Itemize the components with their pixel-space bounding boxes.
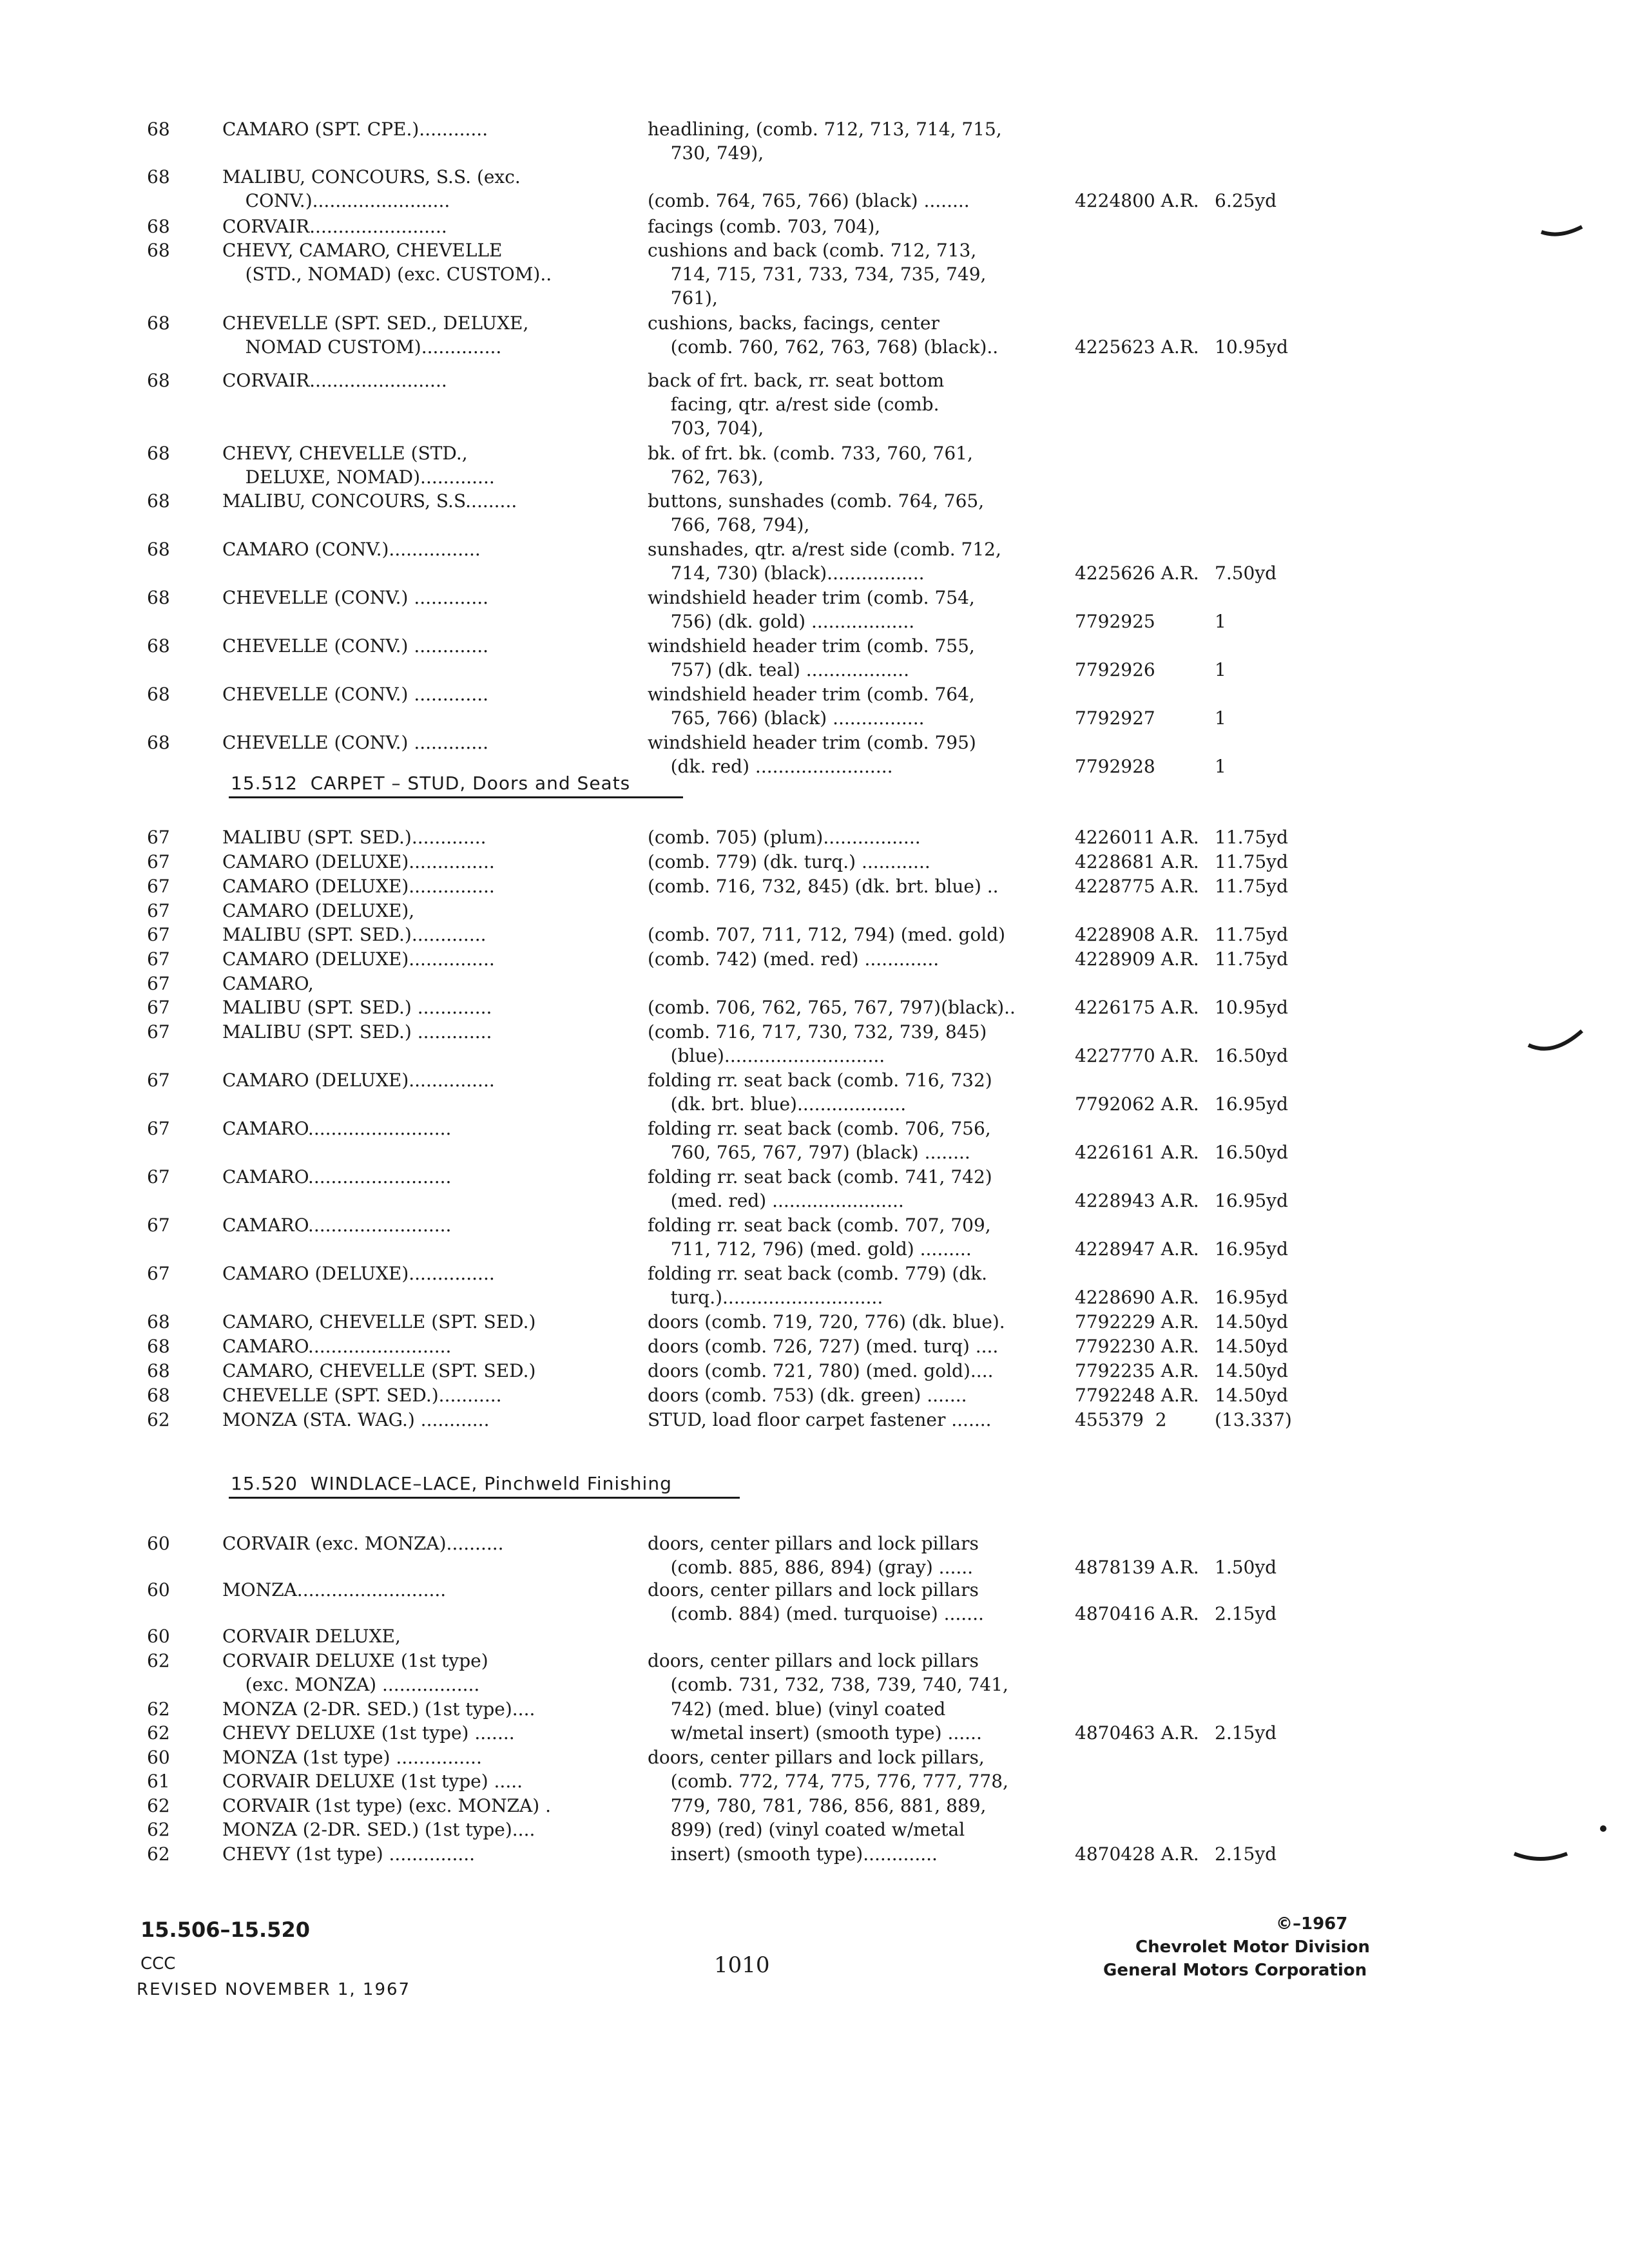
- description-line: (comb. 779) (dk. turq.) ............: [648, 851, 930, 872]
- model-line: CAMARO.........................: [222, 1215, 452, 1236]
- model-line: CHEVELLE (CONV.) .............: [222, 635, 489, 657]
- description-line: 730, 749),: [648, 142, 764, 164]
- description-line: (comb. 716, 717, 730, 732, 739, 845): [648, 1021, 987, 1043]
- section-heading: 15.520 WINDLACE–LACE, Pinchweld Finishing: [231, 1473, 672, 1494]
- part-number: 7792229 A.R.: [1075, 1311, 1199, 1332]
- model-line: CORVAIR DELUXE (1st type): [222, 1650, 488, 1671]
- model-line: CHEVY, CAMARO, CHEVELLE: [222, 240, 503, 261]
- footer-revised-date: REVISED NOVEMBER 1, 1967: [137, 1980, 411, 1999]
- model-year: 68: [147, 732, 170, 753]
- description-line: folding rr. seat back (comb. 706, 756,: [648, 1118, 991, 1139]
- description-line: (blue)............................: [648, 1045, 885, 1066]
- description-line: cushions and back (comb. 712, 713,: [648, 240, 977, 261]
- model-year: 68: [147, 119, 170, 140]
- model-line: MALIBU, CONCOURS, S.S.........: [222, 490, 517, 512]
- model-line: CAMARO,: [222, 973, 314, 994]
- description-line: (comb. 705) (plum).................: [648, 827, 921, 848]
- model-line: CAMARO, CHEVELLE (SPT. SED.): [222, 1311, 536, 1332]
- quantity: 14.50yd: [1215, 1336, 1288, 1357]
- model-line: CHEVELLE (SPT. SED., DELUXE,: [222, 312, 529, 334]
- section-heading-underline: [229, 796, 683, 798]
- part-number: 4870416 A.R.: [1075, 1603, 1199, 1624]
- quantity: 16.95yd: [1215, 1190, 1288, 1211]
- model-line: CHEVY DELUXE (1st type) .......: [222, 1722, 515, 1744]
- model-year: 68: [147, 443, 170, 464]
- model-year: 68: [147, 312, 170, 334]
- part-number: 7792235 A.R.: [1075, 1360, 1199, 1381]
- model-line: CONV.)........................: [222, 190, 450, 211]
- description-line: 714, 730) (black).................: [648, 562, 925, 584]
- model-year: 68: [147, 1336, 170, 1357]
- description-line: (comb. 764, 765, 766) (black) ........: [648, 190, 970, 211]
- model-year: 68: [147, 1360, 170, 1381]
- quantity: 2.15yd: [1215, 1603, 1277, 1624]
- description-line: facings (comb. 703, 704),: [648, 216, 881, 237]
- description-line: STUD, load floor carpet fastener .......: [648, 1409, 992, 1430]
- model-year: 60: [147, 1626, 170, 1647]
- description-line: folding rr. seat back (comb. 741, 742): [648, 1166, 992, 1187]
- quantity: 14.50yd: [1215, 1311, 1288, 1332]
- description-line: facing, qtr. a/rest side (comb.: [648, 394, 940, 415]
- part-number: 4870428 A.R.: [1075, 1843, 1199, 1865]
- model-line: CHEVY (1st type) ...............: [222, 1843, 476, 1865]
- model-year: 62: [147, 1843, 170, 1865]
- description-line: folding rr. seat back (comb. 779) (dk.: [648, 1263, 988, 1284]
- model-line: MONZA (2-DR. SED.) (1st type)....: [222, 1819, 535, 1840]
- part-number: 4228775 A.R.: [1075, 876, 1199, 897]
- model-line: CAMARO.........................: [222, 1166, 452, 1187]
- part-number: 4225626 A.R.: [1075, 562, 1199, 584]
- model-line: CAMARO (DELUXE)...............: [222, 1070, 495, 1091]
- quantity: 14.50yd: [1215, 1360, 1288, 1381]
- description-line: cushions, backs, facings, center: [648, 312, 940, 334]
- description-line: 711, 712, 796) (med. gold) .........: [648, 1238, 972, 1260]
- part-number: 4228908 A.R.: [1075, 924, 1199, 945]
- description-line: 756) (dk. gold) ..................: [648, 611, 915, 632]
- part-number: 7792062 A.R.: [1075, 1093, 1199, 1115]
- model-year: 62: [147, 1409, 170, 1430]
- description-line: windshield header trim (comb. 764,: [648, 684, 975, 705]
- description-line: 779, 780, 781, 786, 856, 881, 889,: [648, 1795, 987, 1816]
- quantity: 1: [1215, 756, 1226, 777]
- model-year: 62: [147, 1819, 170, 1840]
- model-year: 67: [147, 1215, 170, 1236]
- section-heading: 15.512 CARPET – STUD, Doors and Seats: [231, 773, 631, 794]
- model-year: 60: [147, 1579, 170, 1600]
- model-year: 67: [147, 1118, 170, 1139]
- model-line: (exc. MONZA) .................: [222, 1674, 480, 1695]
- part-number: 7792926: [1075, 659, 1155, 680]
- model-line: CAMARO (DELUXE)...............: [222, 1263, 495, 1284]
- description-line: doors (comb. 753) (dk. green) .......: [648, 1385, 967, 1406]
- model-line: MONZA (STA. WAG.) ............: [222, 1409, 490, 1430]
- model-year: 67: [147, 827, 170, 848]
- description-line: doors, center pillars and lock pillars: [648, 1650, 979, 1671]
- model-year: 67: [147, 876, 170, 897]
- description-line: doors (comb. 721, 780) (med. gold)....: [648, 1360, 994, 1381]
- model-year: 62: [147, 1650, 170, 1671]
- footer-copyright: ©–1967: [1276, 1914, 1348, 1934]
- model-line: CAMARO.........................: [222, 1118, 452, 1139]
- description-line: (med. red) .......................: [648, 1190, 904, 1211]
- model-line: MALIBU (SPT. SED.) .............: [222, 997, 492, 1018]
- model-line: CORVAIR (exc. MONZA)..........: [222, 1533, 504, 1554]
- part-number: 7792230 A.R.: [1075, 1336, 1199, 1357]
- model-line: CAMARO (CONV.)................: [222, 539, 481, 560]
- description-line: doors, center pillars and lock pillars: [648, 1533, 979, 1554]
- description-line: 703, 704),: [648, 418, 764, 439]
- description-line: 760, 765, 767, 797) (black) ........: [648, 1142, 970, 1163]
- part-number: 4870463 A.R.: [1075, 1722, 1199, 1744]
- model-year: 68: [147, 240, 170, 261]
- description-line: headlining, (comb. 712, 713, 714, 715,: [648, 119, 1002, 140]
- model-line: CAMARO (DELUXE)...............: [222, 876, 495, 897]
- description-line: 742) (med. blue) (vinyl coated: [648, 1698, 946, 1720]
- model-line: CHEVY, CHEVELLE (STD.,: [222, 443, 468, 464]
- quantity: 10.95yd: [1215, 997, 1288, 1018]
- section-heading-underline: [229, 1497, 740, 1499]
- model-line: CAMARO (DELUXE)...............: [222, 851, 495, 872]
- description-line: 766, 768, 794),: [648, 514, 810, 535]
- quantity: 2.15yd: [1215, 1722, 1277, 1744]
- model-year: 67: [147, 973, 170, 994]
- model-line: CAMARO (DELUXE)...............: [222, 948, 495, 970]
- description-line: turq.)............................: [648, 1287, 883, 1308]
- model-year: 60: [147, 1747, 170, 1768]
- description-line: (comb. 885, 886, 894) (gray) ......: [648, 1557, 974, 1578]
- quantity: 16.95yd: [1215, 1238, 1288, 1260]
- footer-section-range: 15.506–15.520: [140, 1917, 310, 1942]
- description-line: (comb. 716, 732, 845) (dk. brt. blue) ..: [648, 876, 999, 897]
- model-year: 68: [147, 1311, 170, 1332]
- model-line: (STD., NOMAD) (exc. CUSTOM)..: [222, 264, 552, 285]
- model-line: CHEVELLE (CONV.) .............: [222, 587, 489, 608]
- quantity: 16.50yd: [1215, 1045, 1288, 1066]
- description-line: bk. of frt. bk. (comb. 733, 760, 761,: [648, 443, 973, 464]
- model-line: CORVAIR........................: [222, 216, 447, 237]
- model-year: 67: [147, 1263, 170, 1284]
- quantity: 11.75yd: [1215, 851, 1288, 872]
- model-year: 60: [147, 1533, 170, 1554]
- description-line: 714, 715, 731, 733, 734, 735, 749,: [648, 264, 987, 285]
- description-line: windshield header trim (comb. 755,: [648, 635, 975, 657]
- description-line: (dk. red) ........................: [648, 756, 893, 777]
- model-year: 67: [147, 924, 170, 945]
- model-line: MALIBU (SPT. SED.).............: [222, 827, 487, 848]
- quantity: 16.95yd: [1215, 1287, 1288, 1308]
- description-line: (comb. 706, 762, 765, 767, 797)(black)..: [648, 997, 1016, 1018]
- model-line: MONZA..........................: [222, 1579, 447, 1600]
- model-year: 67: [147, 1166, 170, 1187]
- part-number: 4878139 A.R.: [1075, 1557, 1199, 1578]
- footer-corporation: General Motors Corporation: [1103, 1961, 1367, 1980]
- model-line: CORVAIR (1st type) (exc. MONZA) .: [222, 1795, 551, 1816]
- model-line: CAMARO.........................: [222, 1336, 452, 1357]
- model-year: 68: [147, 1385, 170, 1406]
- part-number: 4225623 A.R.: [1075, 336, 1199, 358]
- model-year: 68: [147, 166, 170, 187]
- description-line: 899) (red) (vinyl coated w/metal: [648, 1819, 965, 1840]
- model-year: 62: [147, 1722, 170, 1744]
- description-line: buttons, sunshades (comb. 764, 765,: [648, 490, 985, 512]
- model-year: 67: [147, 948, 170, 970]
- model-line: CHEVELLE (CONV.) .............: [222, 732, 489, 753]
- quantity: 1.50yd: [1215, 1557, 1277, 1578]
- footer-code: CCC: [140, 1954, 176, 1974]
- quantity: 10.95yd: [1215, 336, 1288, 358]
- description-line: sunshades, qtr. a/rest side (comb. 712,: [648, 539, 1001, 560]
- model-line: CORVAIR........................: [222, 370, 447, 391]
- part-number: 4226161 A.R.: [1075, 1142, 1199, 1163]
- part-number: 4224800 A.R.: [1075, 190, 1199, 211]
- description-line: insert) (smooth type).............: [648, 1843, 938, 1865]
- model-line: CAMARO (DELUXE),: [222, 900, 415, 921]
- description-line: (comb. 884) (med. turquoise) .......: [648, 1603, 984, 1624]
- model-year: 61: [147, 1771, 170, 1792]
- model-line: MONZA (1st type) ...............: [222, 1747, 482, 1768]
- description-line: doors, center pillars and lock pillars: [648, 1579, 979, 1600]
- quantity: 6.25yd: [1215, 190, 1277, 211]
- model-line: CHEVELLE (CONV.) .............: [222, 684, 489, 705]
- model-line: MALIBU (SPT. SED.) .............: [222, 1021, 492, 1043]
- description-line: doors (comb. 719, 720, 776) (dk. blue).: [648, 1311, 1005, 1332]
- part-number: 4228947 A.R.: [1075, 1238, 1199, 1260]
- description-line: 757) (dk. teal) ..................: [648, 659, 909, 680]
- description-line: folding rr. seat back (comb. 707, 709,: [648, 1215, 991, 1236]
- quantity: (13.337): [1215, 1409, 1292, 1430]
- model-line: MONZA (2-DR. SED.) (1st type)....: [222, 1698, 535, 1720]
- description-line: w/metal insert) (smooth type) ......: [648, 1722, 982, 1744]
- model-line: MALIBU (SPT. SED.).............: [222, 924, 487, 945]
- part-number: 7792248 A.R.: [1075, 1385, 1199, 1406]
- description-line: 762, 763),: [648, 466, 764, 488]
- model-line: NOMAD CUSTOM)..............: [222, 336, 502, 358]
- model-year: 62: [147, 1698, 170, 1720]
- description-line: (dk. brt. blue)...................: [648, 1093, 907, 1115]
- part-number: 4226011 A.R.: [1075, 827, 1199, 848]
- model-year: 68: [147, 684, 170, 705]
- model-line: CORVAIR DELUXE (1st type) .....: [222, 1771, 523, 1792]
- quantity: 1: [1215, 707, 1226, 729]
- description-line: windshield header trim (comb. 754,: [648, 587, 975, 608]
- description-line: back of frt. back, rr. seat bottom: [648, 370, 945, 391]
- part-number: 4228681 A.R.: [1075, 851, 1199, 872]
- part-number: 7792928: [1075, 756, 1155, 777]
- model-year: 62: [147, 1795, 170, 1816]
- description-line: 765, 766) (black) ................: [648, 707, 925, 729]
- quantity: 16.50yd: [1215, 1142, 1288, 1163]
- quantity: 7.50yd: [1215, 562, 1277, 584]
- description-line: folding rr. seat back (comb. 716, 732): [648, 1070, 992, 1091]
- description-line: (comb. 707, 711, 712, 794) (med. gold): [648, 924, 1006, 945]
- description-line: doors, center pillars and lock pillars,: [648, 1747, 985, 1768]
- description-line: (comb. 731, 732, 738, 739, 740, 741,: [648, 1674, 1008, 1695]
- part-number: 4228909 A.R.: [1075, 948, 1199, 970]
- part-number: 455379 2: [1075, 1409, 1167, 1430]
- model-year: 67: [147, 851, 170, 872]
- part-number: 4228943 A.R.: [1075, 1190, 1199, 1211]
- quantity: 2.15yd: [1215, 1843, 1277, 1865]
- quantity: 1: [1215, 611, 1226, 632]
- model-year: 68: [147, 370, 170, 391]
- quantity: 11.75yd: [1215, 827, 1288, 848]
- description-line: windshield header trim (comb. 795): [648, 732, 976, 753]
- footer-division: Chevrolet Motor Division: [1135, 1937, 1370, 1957]
- model-year: 67: [147, 1021, 170, 1043]
- model-year: 67: [147, 1070, 170, 1091]
- description-line: (comb. 760, 762, 763, 768) (black)..: [648, 336, 999, 358]
- part-number: 4227770 A.R.: [1075, 1045, 1199, 1066]
- quantity: 11.75yd: [1215, 876, 1288, 897]
- model-year: 67: [147, 997, 170, 1018]
- part-number: 4226175 A.R.: [1075, 997, 1199, 1018]
- model-line: CAMARO (SPT. CPE.)............: [222, 119, 488, 140]
- model-line: MALIBU, CONCOURS, S.S. (exc.: [222, 166, 521, 187]
- page-number: 1010: [714, 1952, 770, 1978]
- model-line: CORVAIR DELUXE,: [222, 1626, 401, 1647]
- quantity: 14.50yd: [1215, 1385, 1288, 1406]
- part-number: 7792925: [1075, 611, 1155, 632]
- description-line: (comb. 772, 774, 775, 776, 777, 778,: [648, 1771, 1008, 1792]
- quantity: 16.95yd: [1215, 1093, 1288, 1115]
- model-year: 68: [147, 539, 170, 560]
- description-line: 761),: [648, 287, 718, 309]
- model-year: 67: [147, 900, 170, 921]
- quantity: 11.75yd: [1215, 948, 1288, 970]
- model-line: DELUXE, NOMAD).............: [222, 466, 495, 488]
- model-year: 68: [147, 635, 170, 657]
- model-year: 68: [147, 490, 170, 512]
- quantity: 1: [1215, 659, 1226, 680]
- description-line: doors (comb. 726, 727) (med. turq) ....: [648, 1336, 999, 1357]
- model-year: 68: [147, 216, 170, 237]
- model-line: CAMARO, CHEVELLE (SPT. SED.): [222, 1360, 536, 1381]
- model-line: CHEVELLE (SPT. SED.)...........: [222, 1385, 502, 1406]
- description-line: (comb. 742) (med. red) .............: [648, 948, 940, 970]
- model-year: 68: [147, 587, 170, 608]
- part-number: 4228690 A.R.: [1075, 1287, 1199, 1308]
- quantity: 11.75yd: [1215, 924, 1288, 945]
- part-number: 7792927: [1075, 707, 1155, 729]
